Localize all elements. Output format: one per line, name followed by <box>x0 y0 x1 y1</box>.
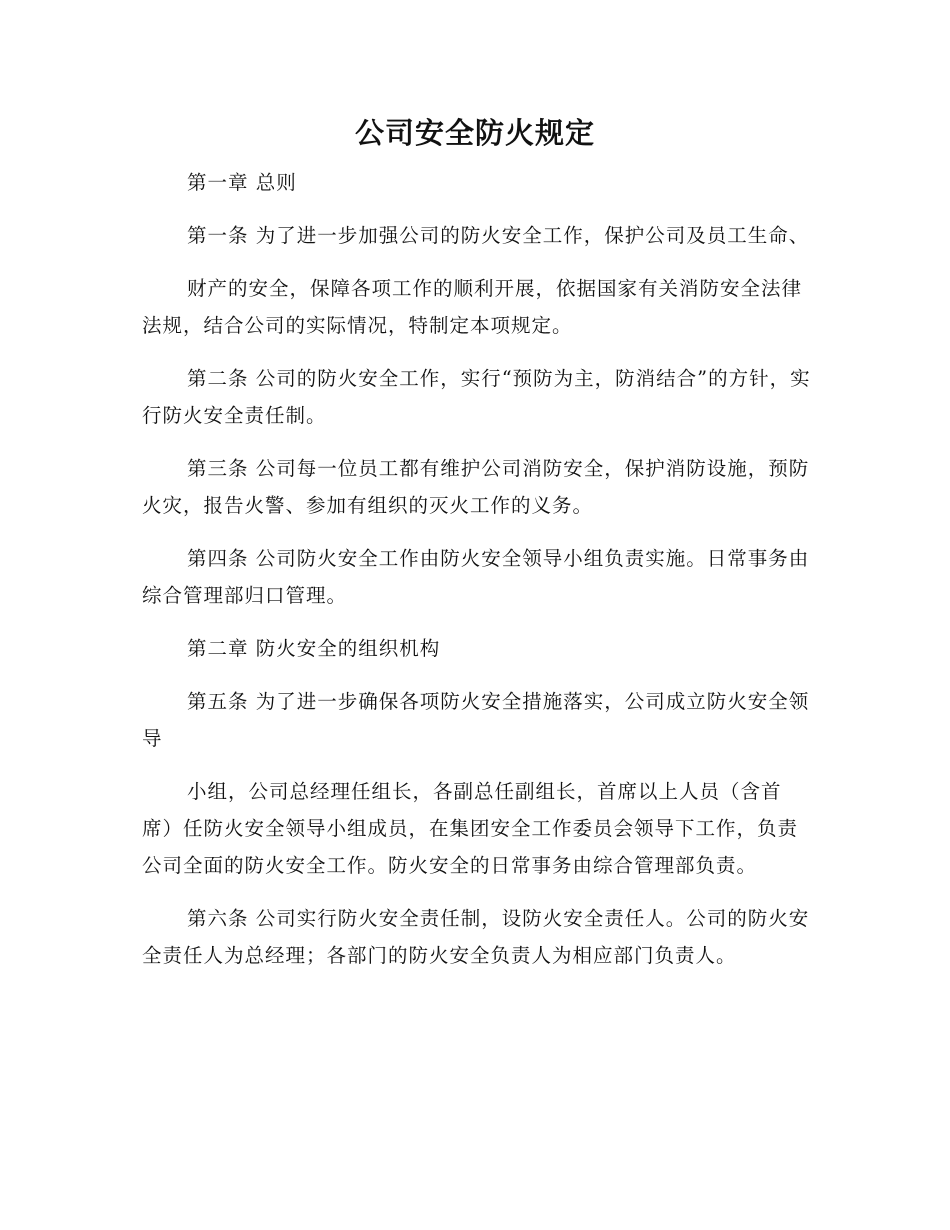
paragraph-article-4: 第四条 公司防火安全工作由防火安全领导小组负责实施。日常事务由综合管理部归口管理。 <box>142 547 810 607</box>
paragraph-article-6: 第六条 公司实行防火安全责任制，设防火安全责任人。公司的防火安全责任人为总经理；各部门的防火安全负责人为相应部门负责人。 <box>142 907 810 967</box>
paragraph-article-2: 第二条 公司的防火安全工作，实行“预防为主，防消结合”的方针，实行防火安全责任制。 <box>142 367 811 427</box>
chapter-heading-1: 第一章 总则 <box>187 171 297 194</box>
document-title: 公司安全防火规定 <box>354 116 595 150</box>
chapter-heading-2: 第二章 防火安全的组织机构 <box>187 637 441 660</box>
paragraph-article-3: 第三条 公司每一位员工都有维护公司消防安全，保护消防设施，预防火灾，报告火警、参加有组织的灭火工作的义务。 <box>142 457 810 517</box>
paragraph-article-1-part-2: 财产的安全，保障各项工作的顺利开展，依据国家有关消防安全法律法规，结合公司的实际情况，特制定本项规定。 <box>142 277 803 337</box>
paragraph-article-5-part-1: 第五条 为了进一步确保各项防火安全措施落实，公司成立防火安全领导 <box>142 690 810 750</box>
document-body <box>142 164 812 990</box>
paragraph-article-1-part-1: 第一条 为了进一步加强公司的防火安全工作，保护公司及员工生命、 <box>187 224 810 247</box>
paragraph-article-5-part-2: 小组，公司总经理任组长，各副总任副组长，首席以上人员（含首席）任防火安全领导小组成员，在集团安全工作委员会领导下工作，负责公司全面的防火安全工作。防火安全的日常事务由综合管理部负责。 <box>142 780 799 877</box>
